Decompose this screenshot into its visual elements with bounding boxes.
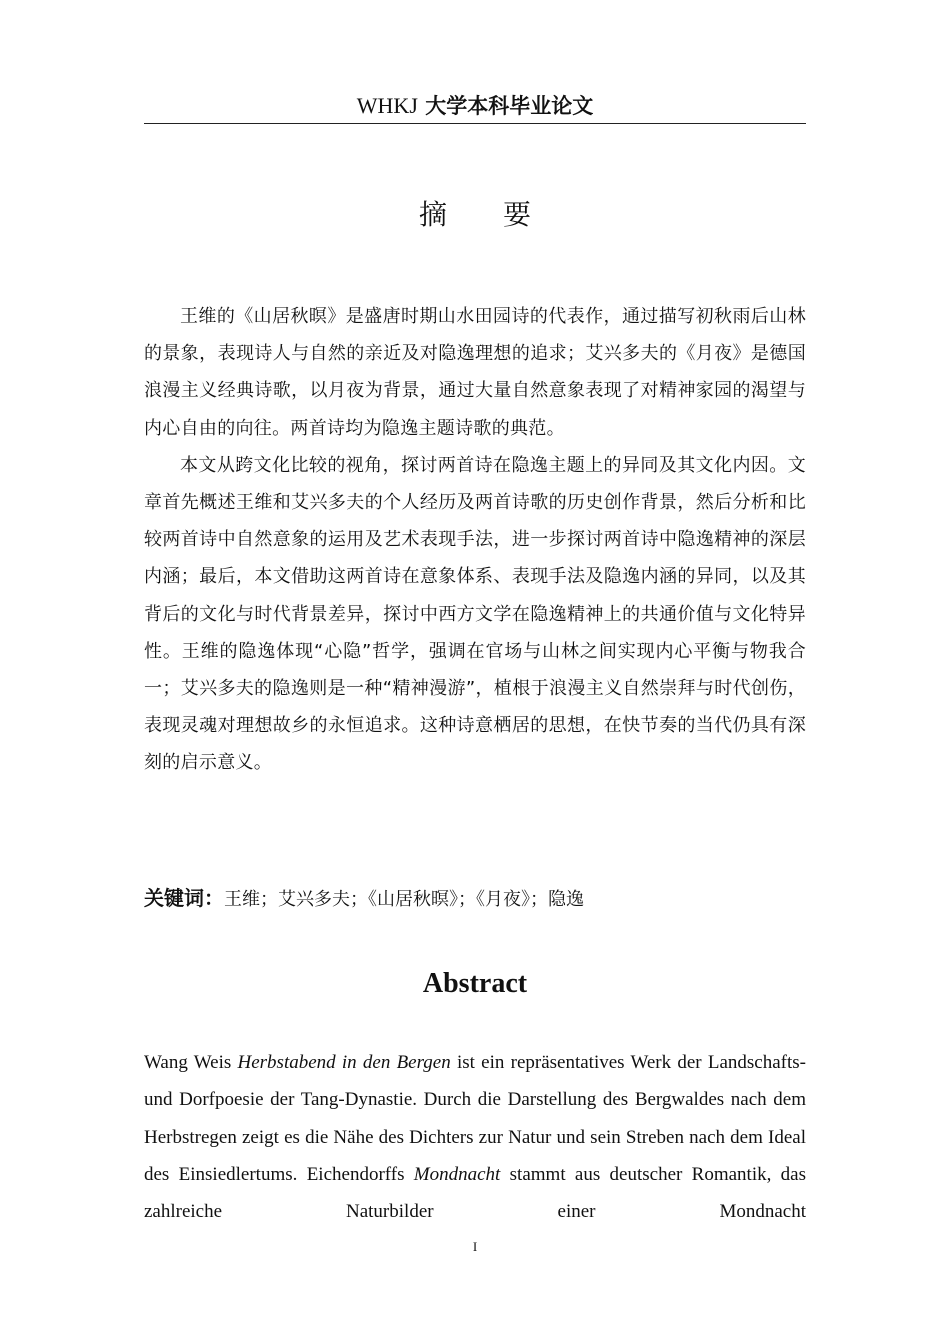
- en-italic-title-1: Herbstabend in den Bergen: [237, 1052, 451, 1073]
- keywords-line: [144, 883, 806, 915]
- page-header: [144, 93, 806, 119]
- cn-abstract-title: [0, 195, 950, 235]
- keywords-label: 关键词：: [144, 886, 224, 910]
- en-paragraph: [144, 1044, 806, 1230]
- en-text-2: ist ein repräsentatives Werk der Landschafts- und Dorfpoesie der Tang-Dynastie. Durch die Darstellung des Bergwaldes nach dem Herbstregen zeigt es die Nähe des Dichters zur Natur und sein Streben nach dem Ideal des Einsiedlertums. Eichendorffs: [144, 1052, 806, 1185]
- header-cn: 大学本科毕业论文: [425, 94, 594, 118]
- en-text-3: stammt aus deutscher Romantik, das zahlreiche Naturbilder einer Mondnacht: [144, 1163, 807, 1223]
- en-abstract-body: [144, 1044, 806, 1230]
- cn-title-char-1: 摘: [418, 198, 447, 231]
- cn-title-char-2: 要: [503, 198, 532, 231]
- en-text-1: Wang Weis: [144, 1052, 238, 1073]
- header-latin: WHKJ: [356, 93, 418, 118]
- cn-paragraph: 王维的《山居秋暝》是盛唐时期山水田园诗的代表作，通过描写初秋雨后山林的景象，表现诗人与自然的亲近及对隐逸理想的追求；艾兴多夫的《月夜》是德国浪漫主义经典诗歌，以月夜为背景，通过大量自然意象表现了对精神家园的渴望与内心自由的向往。两首诗均为隐逸主题诗歌的典范。: [144, 306, 806, 439]
- header-rule: [144, 123, 806, 124]
- en-italic-title-2: Mondnacht: [413, 1163, 501, 1185]
- en-abstract-title: Abstract: [422, 968, 528, 999]
- cn-abstract-body: [144, 298, 806, 782]
- cn-paragraph: 本文从跨文化比较的视角，探讨两首诗在隐逸主题上的异同及其文化内因。文章首先概述王维和艾兴多夫的个人经历及两首诗歌的历史创作背景，然后分析和比较两首诗中自然意象的运用及艺术表现手法，进一步探讨两首诗中隐逸精神的深层内涵；最后，本文借助这两首诗在意象体系、表现手法及隐逸内涵的异同，以及其背后的文化与时代背景差异，探讨中西方文学在隐逸精神上的共通价值与文化特异性。王维的隐逸体现“心隐”哲学，强调在官场与山林之间实现内心平衡与物我合一；艾兴多夫的隐逸则是一种“精神漫游”，植根于浪漫主义自然崇拜与时代创伤，表现灵魂对理想故乡的永恒追求。这种诗意栖居的思想，在快节奏的当代仍具有深刻的启示意义。: [144, 454, 806, 774]
- page-number: I: [472, 1239, 478, 1254]
- keywords-value: 王维；艾兴多夫；《山居秋暝》；《月夜》；隐逸: [224, 889, 584, 910]
